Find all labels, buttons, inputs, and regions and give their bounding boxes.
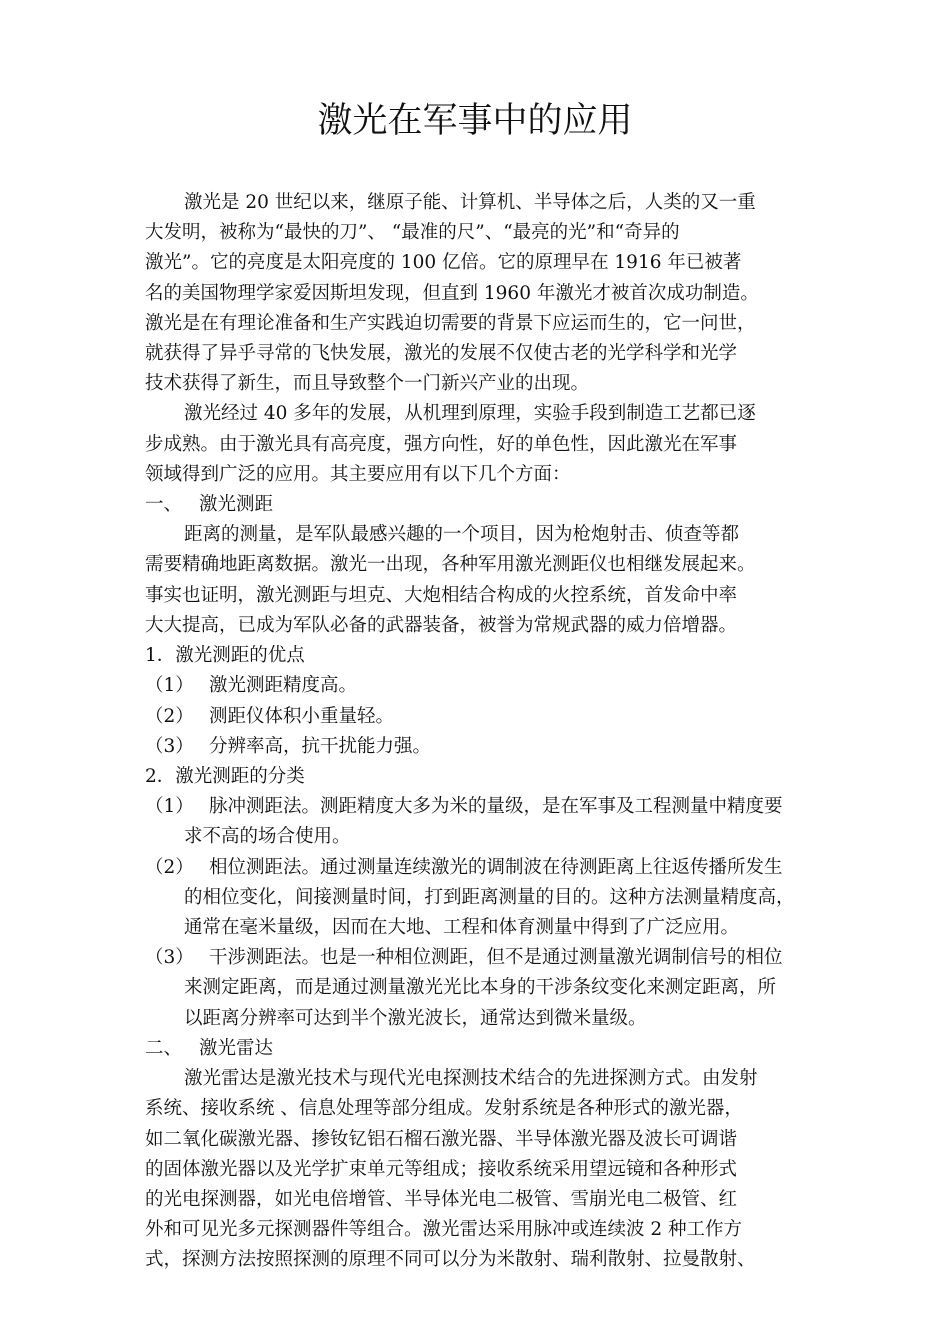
list-item [145,944,783,972]
list-item [145,672,357,700]
section-heading-text: 激光测距 [199,494,274,515]
list-item-text: 干涉测距法。也是一种相位测距，但不是通过测量激光调制信号的相位 [209,947,783,968]
subsection-heading: 1．激光测距的优点 [145,645,305,666]
paragraph-line: 距离的测量，是军队最感兴趣的一个项目，因为枪炮射击、侦查等都 [184,524,740,545]
list-item-continuation: 以距离分辨率可达到半个激光波长，通常达到微米量级。 [184,1008,647,1029]
paragraph-line: 领域得到广泛的应用。其主要应用有以下几个方面： [145,464,571,485]
paragraph-line: 式，探测方法按照探测的原理不同可以分为米散射、瑞利散射、拉曼散射、 [145,1249,756,1270]
paragraph-line: 的固体激光器以及光学扩束单元等组成；接收系统采用望远镜和各种形式 [145,1159,738,1180]
paragraph-line: 需要精确地距离数据。激光一出现，各种军用激光测距仪也相继发展起来。 [145,554,756,575]
paragraph-line: 事实也证明，激光测距与坦克、大炮相结合构成的火控系统，首发命中率 [145,585,738,606]
list-marker: （3） [145,947,194,968]
paragraph-line: 大发明，被称为“最快的刀”、 “最准的尺”、“最亮的光”和“奇异的 [145,222,680,243]
list-item-text: 相位测距法。通过测量连续激光的调制波在待测距离上往返传播所发生 [209,857,783,878]
list-item-text: 激光测距精度高。 [209,675,358,696]
paragraph-line: 技术获得了新生，而且导致整个一门新兴产业的出现。 [145,373,590,394]
section-heading-text: 激光雷达 [199,1038,274,1059]
paragraph-line: 激光是 20 世纪以来，继原子能、计算机、半导体之后，人类的又一重 [184,192,756,213]
paragraph-line: 激光经过 40 多年的发展，从机理到原理，实验手段到制造工艺都已逐 [184,403,756,424]
paragraph-line: 激光雷达是激光技术与现代光电探测技术结合的先进探测方式。由发射 [184,1068,758,1089]
list-marker: （3） [145,736,194,757]
paragraph-line: 步成熟。由于激光具有高亮度，强方向性，好的单色性，因此激光在军事 [145,434,738,455]
list-item-text: 分辨率高，抗干扰能力强。 [209,736,432,757]
list-item-text: 脉冲测距法。测距精度大多为米的量级，是在军事及工程测量中精度要 [209,796,783,817]
list-marker: （1） [145,796,194,817]
paragraph-line: 的光电探测器，如光电倍增管、半导体光电二极管、雪崩光电二极管、红 [145,1189,738,1210]
list-item-text: 测距仪体积小重量轻。 [209,706,395,727]
section-heading [145,491,273,519]
paragraph-line: 外和可见光多元探测器件等组合。激光雷达采用脉冲或连续波 2 种工作方 [145,1219,743,1240]
document-title: 激光在军事中的应用 [317,101,633,141]
list-item-continuation: 通常在毫米量级，因而在大地、工程和体育测量中得到了广泛应用。 [184,917,740,938]
list-marker: （2） [145,857,194,878]
list-marker: （1） [145,675,194,696]
list-marker: （2） [145,706,194,727]
list-item [145,703,394,731]
paragraph-line: 如二氧化碳激光器、掺钕钇铝石榴石激光器、半导体激光器及波长可调谐 [145,1129,738,1150]
list-item-continuation: 求不高的场合使用。 [184,826,351,847]
paragraph-line: 名的美国物理学家爱因斯坦发现，但直到 1960 年激光才被首次成功制造。 [145,283,759,304]
list-item-continuation: 来测定距离，而是通过测量激光光比本身的干涉条纹变化来测定距离，所 [184,977,777,998]
subsection-heading: 2．激光测距的分类 [145,766,305,787]
paragraph-line: 就获得了异乎寻常的飞快发展，激光的发展不仅使古老的光学科学和光学 [145,343,738,364]
list-item [145,793,783,821]
paragraph-line: 系统、接收系统 、信息处理等部分组成。发射系统是各种形式的激光器， [145,1098,743,1119]
list-item [145,733,431,761]
paragraph-line: 激光”。它的亮度是太阳亮度的 100 亿倍。它的原理早在 1916 年已被著 [145,252,742,273]
list-item-continuation: 的相位变化，间接测量时间，打到距离测量的目的。这种方法测量精度高， [184,887,795,908]
section-heading [145,1035,273,1063]
paragraph-line: 大大提高，已成为军队必备的武器装备，被誉为常规武器的威力倍增器。 [145,615,738,636]
section-number: 一、 [145,494,183,515]
list-item [145,854,783,882]
section-number: 二、 [145,1038,183,1059]
paragraph-line: 激光是在有理论准备和生产实践迫切需要的背景下应运而生的，它一问世， [145,313,756,334]
